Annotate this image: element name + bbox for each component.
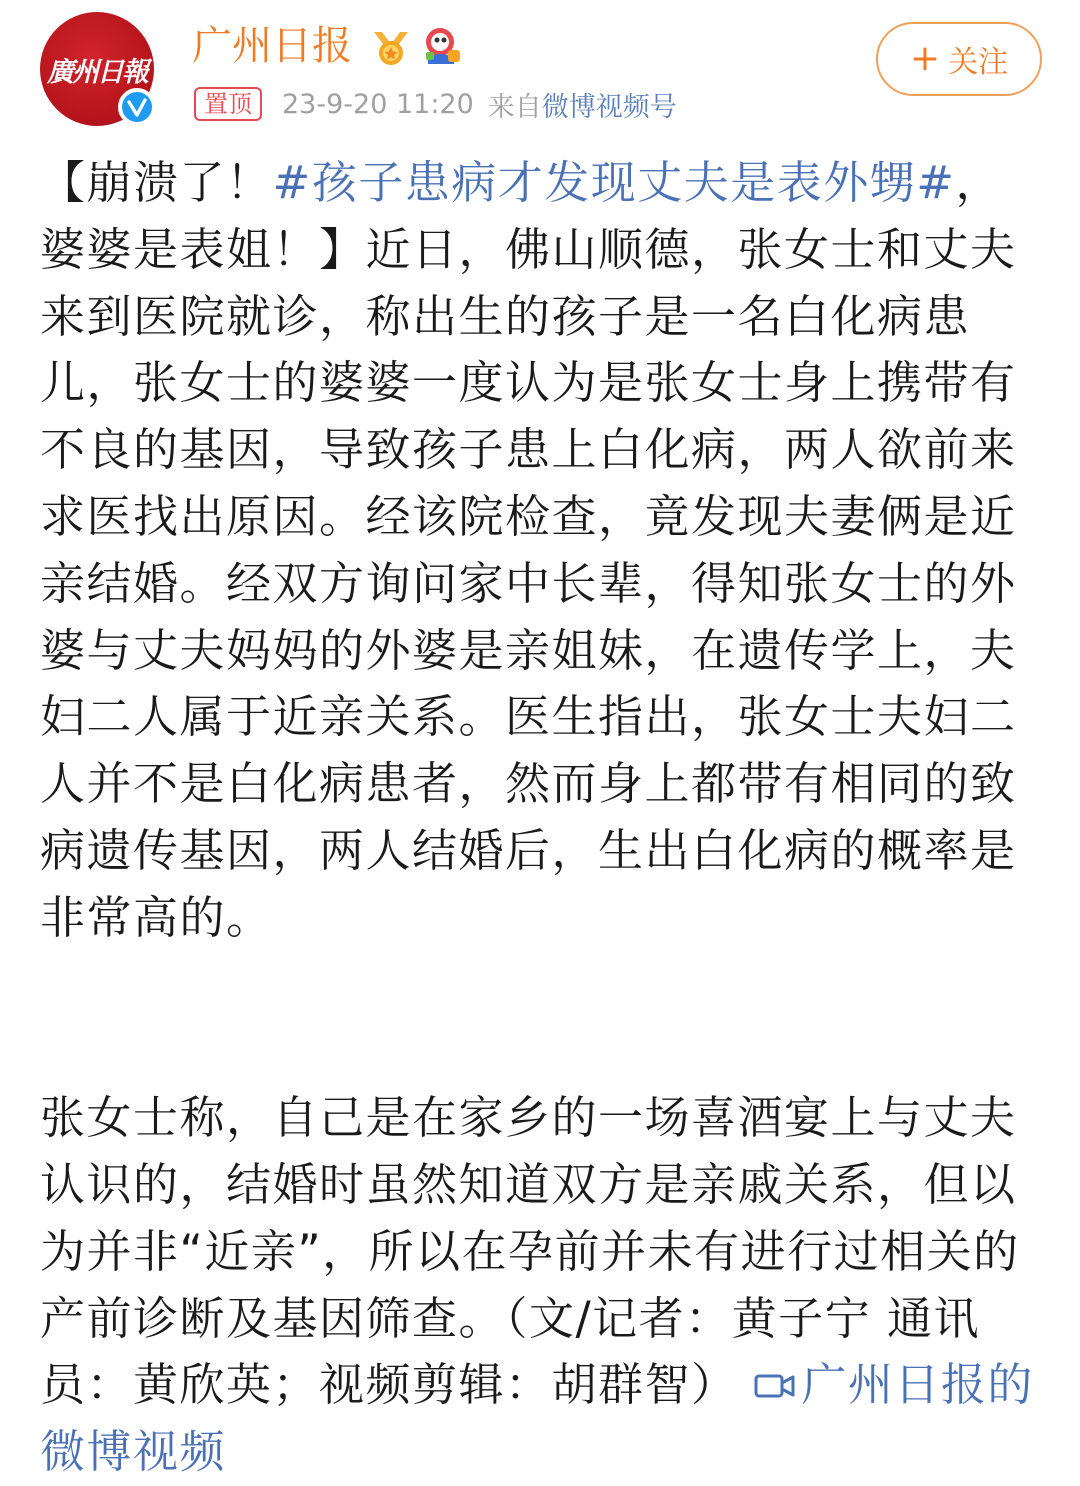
avatar-logo-text: 廣州日報 xyxy=(47,56,147,88)
account-name[interactable]: 广州日报 xyxy=(192,23,352,69)
source-link[interactable]: 微博视频号 xyxy=(541,91,677,123)
post-meta xyxy=(194,84,677,124)
headline-prefix: 【崩溃了！ xyxy=(40,156,273,209)
video-link[interactable]: 广州日报的微博视频 xyxy=(40,1358,1034,1479)
medal-badge-icon[interactable] xyxy=(370,26,412,68)
paragraph-gap xyxy=(40,952,1040,1086)
fan-badge-icon[interactable] xyxy=(420,24,464,68)
post-header xyxy=(0,0,1080,140)
post-timestamp: 23-9-20 11:20 xyxy=(282,88,474,120)
follow-label: 关注 xyxy=(948,45,1009,80)
hashtag-link[interactable]: #孩子患病才发现丈夫是表外甥# xyxy=(272,156,956,209)
source-prefix: 来自 xyxy=(487,91,542,123)
video-camera-icon xyxy=(753,1368,797,1404)
paragraph-1-body: ，婆婆是表姐！】近日，佛山顺德，张女士和丈夫来到医院就诊，称出生的孩子是一名白化病患儿，张女士的婆婆一度认为是张女士身上携带有不良的基因，导致孩子患上白化病，两人欲前来求医找出原因。经该院检查，竟发现夫妻俩是近亲结婚。经双方询问家中长辈，得知张女士的外婆与丈夫妈妈的外婆是亲姐妹，在遗传学上，夫妇二人属于近亲关系。医生指出，张女士夫妇二人并不是白化病患者，然而身上都带有相同的致病遗传基因，两人结婚后，生出白化病的概率是非常高的。 xyxy=(40,156,1017,944)
post-paragraph-1 xyxy=(40,150,1040,952)
follow-button[interactable] xyxy=(876,22,1042,96)
post-content xyxy=(40,150,1040,1486)
pinned-badge: 置顶 xyxy=(194,87,262,121)
post-paragraph-2 xyxy=(40,1085,1040,1486)
plus-icon: + xyxy=(909,38,941,79)
verified-icon xyxy=(118,88,156,126)
paragraph-2-body: 张女士称，自己是在家乡的一场喜酒宴上与丈夫认识的，结婚时虽然知道双方是亲戚关系，但以为并非“近亲”，所以在孕前并未有进行过相关的产前诊断及基因筛查。（文/记者：黄子宁 通讯员：黄欣英；视频剪辑：胡群智） xyxy=(40,1091,1020,1412)
